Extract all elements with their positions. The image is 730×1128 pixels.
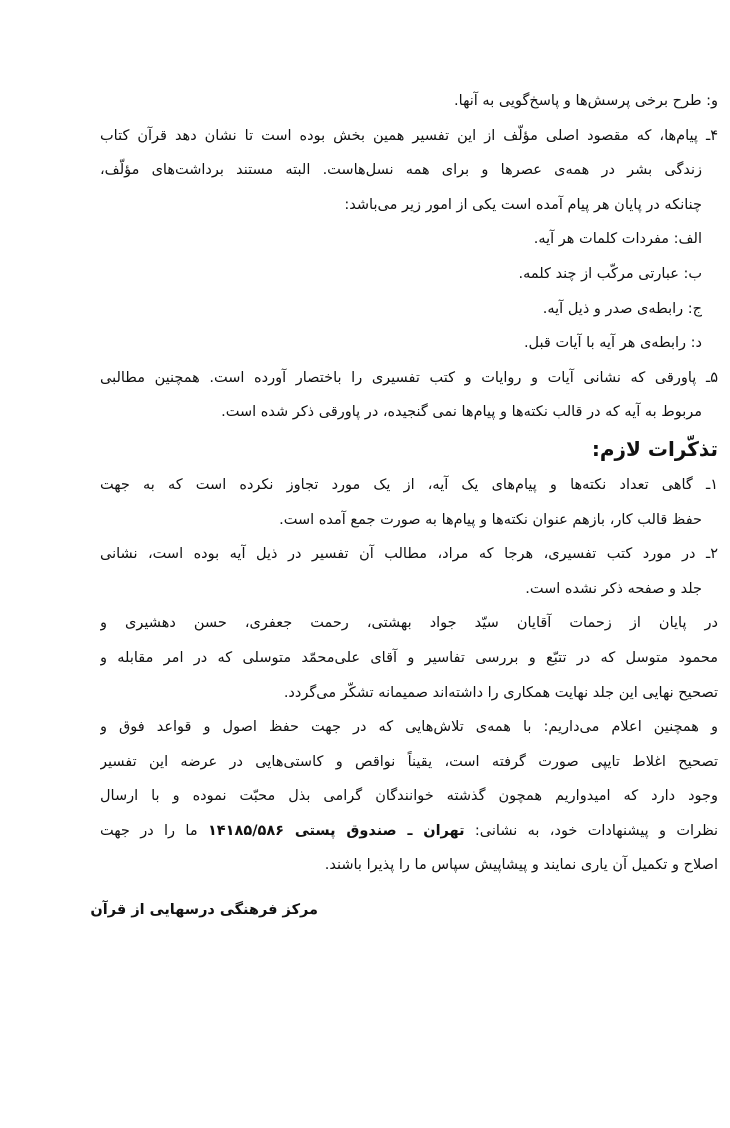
text-line: در پایان از زحمات آقایان سیّد جواد بهشتی، رحمت جعفری، حسن دهشیری و: [100, 615, 718, 632]
text-segment: ما را در جهت: [100, 822, 198, 839]
text-line: [100, 814, 718, 849]
text-line: حفظ قالب کار، بازهم عنوان نکته‌ها و پیام‌ها به صورت جمع آمده است.: [279, 511, 702, 528]
signature: مرکز فرهنگی درسهایی از قرآن: [90, 902, 318, 918]
list-item: ج: رابطه‌ی صدر و ذیل آیه.: [542, 300, 702, 317]
text-line: و همچنین اعلام می‌داریم: با همه‌ی تلاش‌هایی که در جهت حفظ اصول و قواعد فوق و: [100, 719, 718, 736]
section-heading: تذکّرات لازم:: [591, 436, 718, 461]
text-line: ۵ـ پاورقی که نشانی آیات و روایات و کتب تفسیری را باختصار آورده است. همچنین مطالبی: [100, 369, 718, 386]
text-line: تصحیح اغلاط تایپی صورت گرفته است، یقیناً نواقص و کاستی‌هایی در عرضه این تفسیر: [100, 753, 718, 770]
text-line: و: طرح برخی پرسش‌ها و پاسخ‌گویی به آنها.: [454, 93, 718, 109]
list-item: د: رابطه‌ی هر آیه با آیات قبل.: [523, 335, 702, 352]
postal-address: تهران ـ صندوق پستی ۱۴۱۸۵/۵۸۶: [207, 822, 465, 839]
text-line: محمود متوسل که در تتبّع و بررسی تفاسیر و آقای علی‌محمّد متوسلی که در امر مقابله و: [100, 649, 718, 666]
text-line: مربوط به آیه که در قالب نکته‌ها و پیام‌ها نمی گنجیده، در پاورقی ذکر شده است.: [221, 404, 702, 421]
text-line: چنانکه در پایان هر پیام آمده است یکی از امور زیر می‌باشد:: [344, 196, 702, 213]
list-item: ب: عبارتی مرکّب از چند کلمه.: [518, 265, 702, 282]
text-line: اصلاح و تکمیل آن یاری نمایند و پیشاپیش سپاس ما را پذیرا باشند.: [324, 857, 718, 874]
text-line: زندگی بشر در همه‌ی عصرها و برای همه نسل‌هاست. البته مستند برداشت‌های مؤلّف،: [100, 162, 702, 179]
text-line: تصحیح نهایی این جلد نهایت همکاری را داشته‌اند صمیمانه تشکّر می‌گردد.: [283, 684, 718, 701]
text-line: ۴ـ پیام‌ها، که مقصود اصلی مؤلّف از این تفسیر همین بخش بوده است تا نشان دهد قرآن کتاب: [100, 127, 718, 144]
text-segment: نظرات و پیشنهادات خود، به نشانی:: [474, 822, 718, 839]
text-line: ۲ـ در مورد کتب تفسیری، هرجا که مراد، مطالب آن تفسیر در ذیل آیه بوده است، نشانی: [100, 546, 718, 563]
page-body: [100, 84, 718, 883]
text-line: وجود دارد که امیدواریم همچون گذشته خوانندگان گرامی بذل محبّت نموده و با ارسال: [100, 788, 718, 805]
list-item: الف: مفردات کلمات هر آیه.: [533, 231, 702, 248]
text-line: جلد و صفحه ذکر نشده است.: [525, 580, 702, 597]
text-line: ۱ـ گاهی تعداد نکته‌ها و پیام‌های یک آیه، از یک مورد تجاوز نکرده است که به جهت: [100, 476, 718, 493]
